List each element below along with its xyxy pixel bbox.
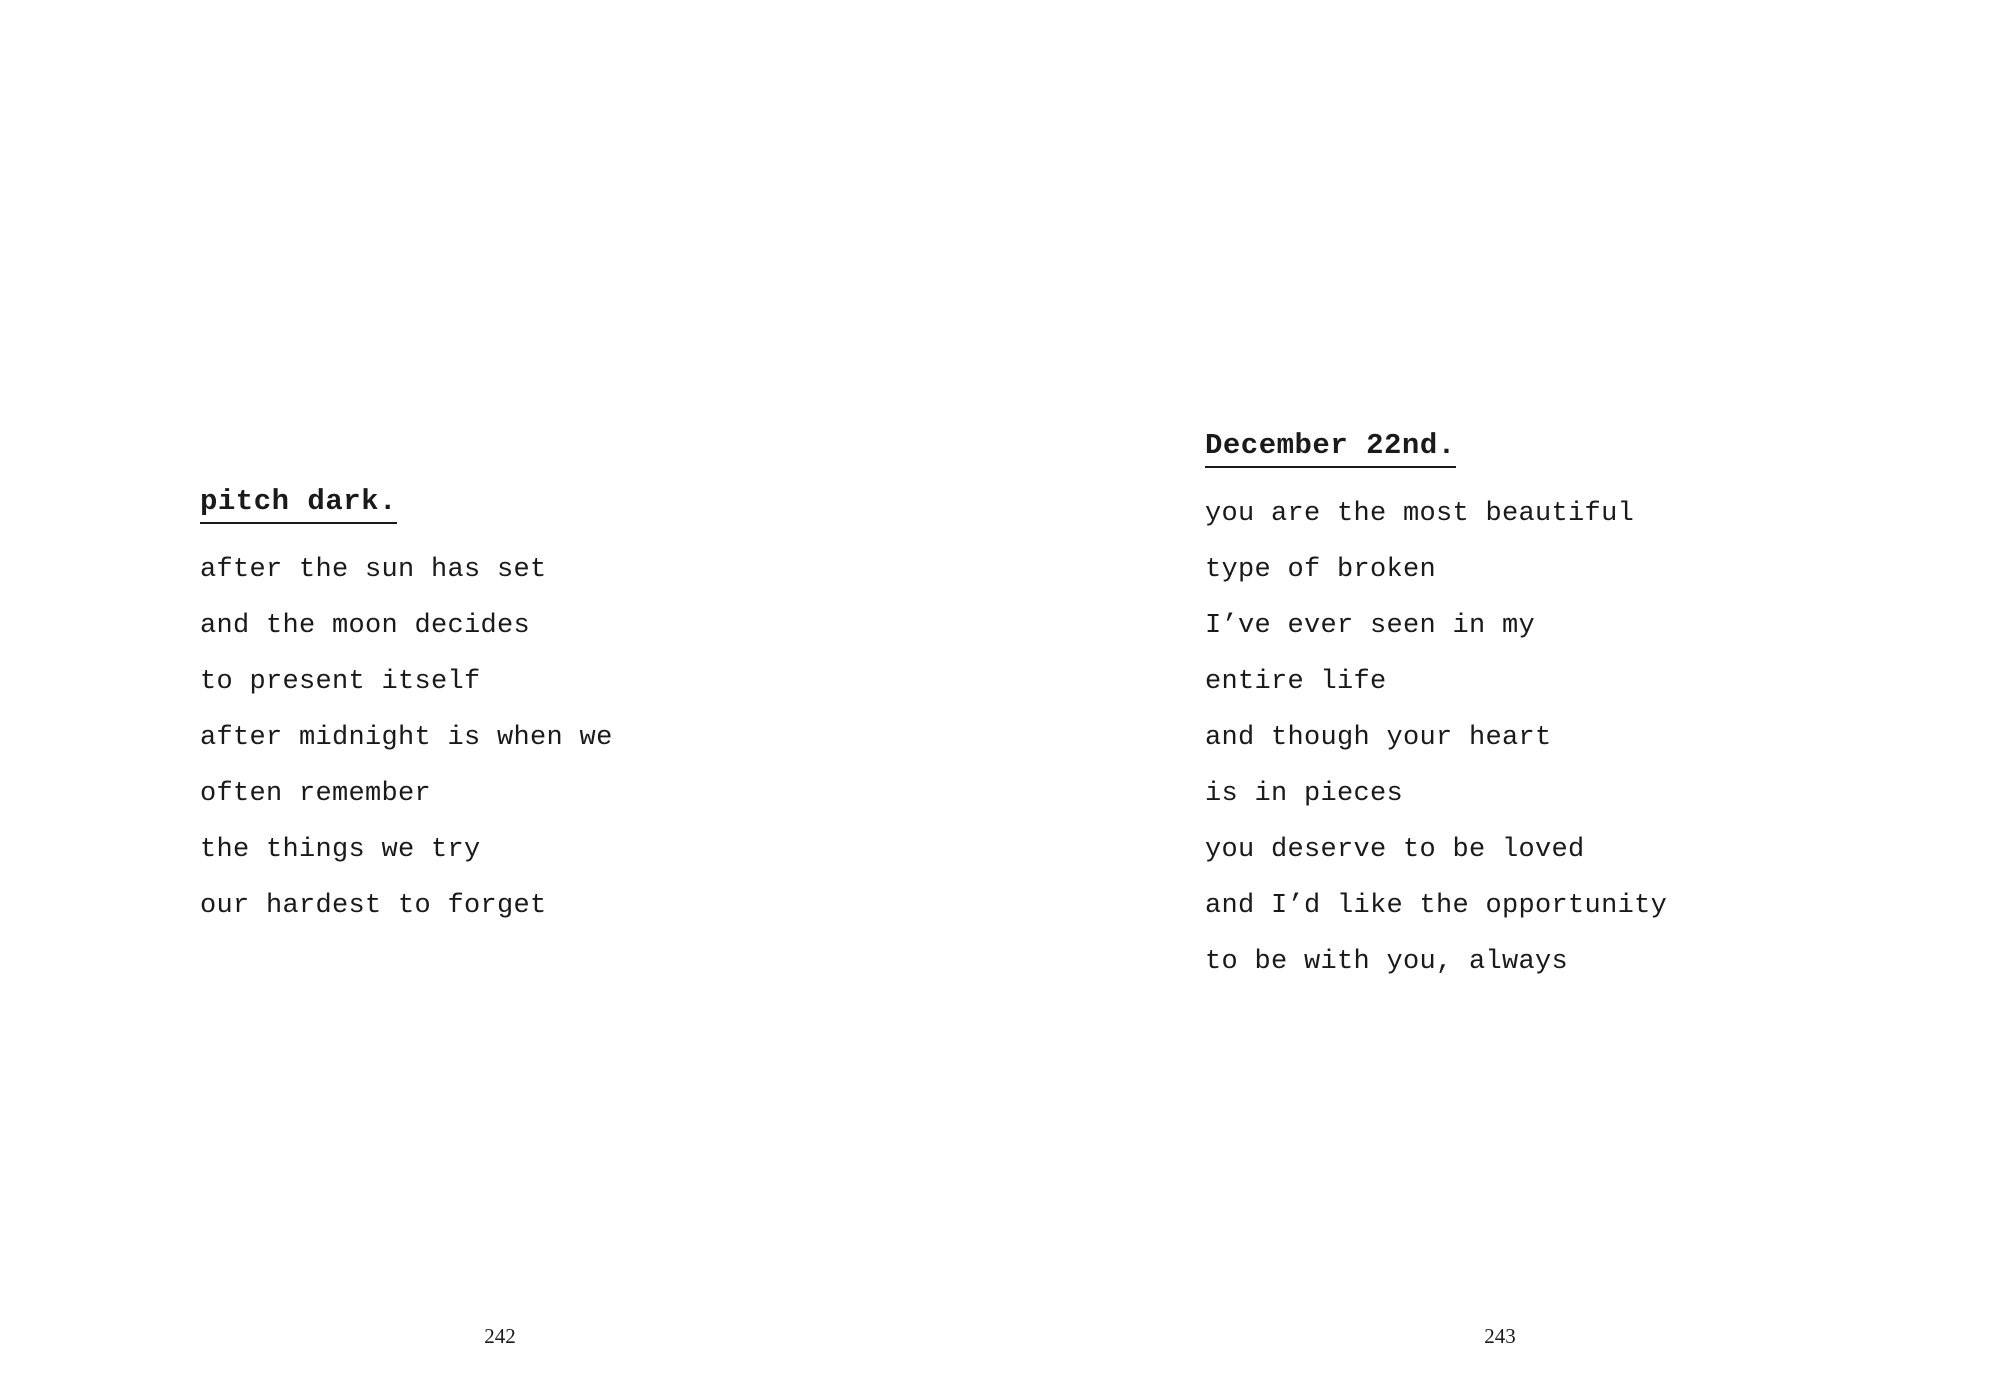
page-number: 243 bbox=[1484, 1324, 1516, 1348]
poem-line: our hardest to forget bbox=[200, 891, 547, 921]
poem-line: to be with you, always bbox=[1205, 947, 1569, 977]
page-number: 242 bbox=[484, 1324, 516, 1348]
poem-body bbox=[1205, 486, 1667, 990]
poem-line: entire life bbox=[1205, 667, 1387, 697]
poem-line: and though your heart bbox=[1205, 723, 1552, 753]
poem-december-22nd bbox=[1205, 428, 1667, 990]
poem-line: you deserve to be loved bbox=[1205, 835, 1585, 865]
poem-line: and I’d like the opportunity bbox=[1205, 891, 1668, 921]
poem-title: December 22nd. bbox=[1205, 428, 1456, 468]
poem-line: and the moon decides bbox=[200, 611, 531, 641]
poem-line: the things we try bbox=[200, 835, 481, 865]
poem-line: I’ve ever seen in my bbox=[1205, 611, 1536, 641]
poem-line: is in pieces bbox=[1205, 779, 1404, 809]
poem-body bbox=[200, 542, 613, 934]
poem-line: to present itself bbox=[200, 667, 481, 697]
poem-line: you are the most beautiful bbox=[1205, 499, 1635, 529]
poem-line: after midnight is when we bbox=[200, 723, 613, 753]
poem-line: type of broken bbox=[1205, 555, 1437, 585]
poem-title: pitch dark. bbox=[200, 484, 397, 524]
poem-line: after the sun has set bbox=[200, 555, 547, 585]
right-page bbox=[1000, 0, 2000, 1400]
poem-pitch-dark bbox=[200, 484, 613, 934]
poem-line: often remember bbox=[200, 779, 432, 809]
